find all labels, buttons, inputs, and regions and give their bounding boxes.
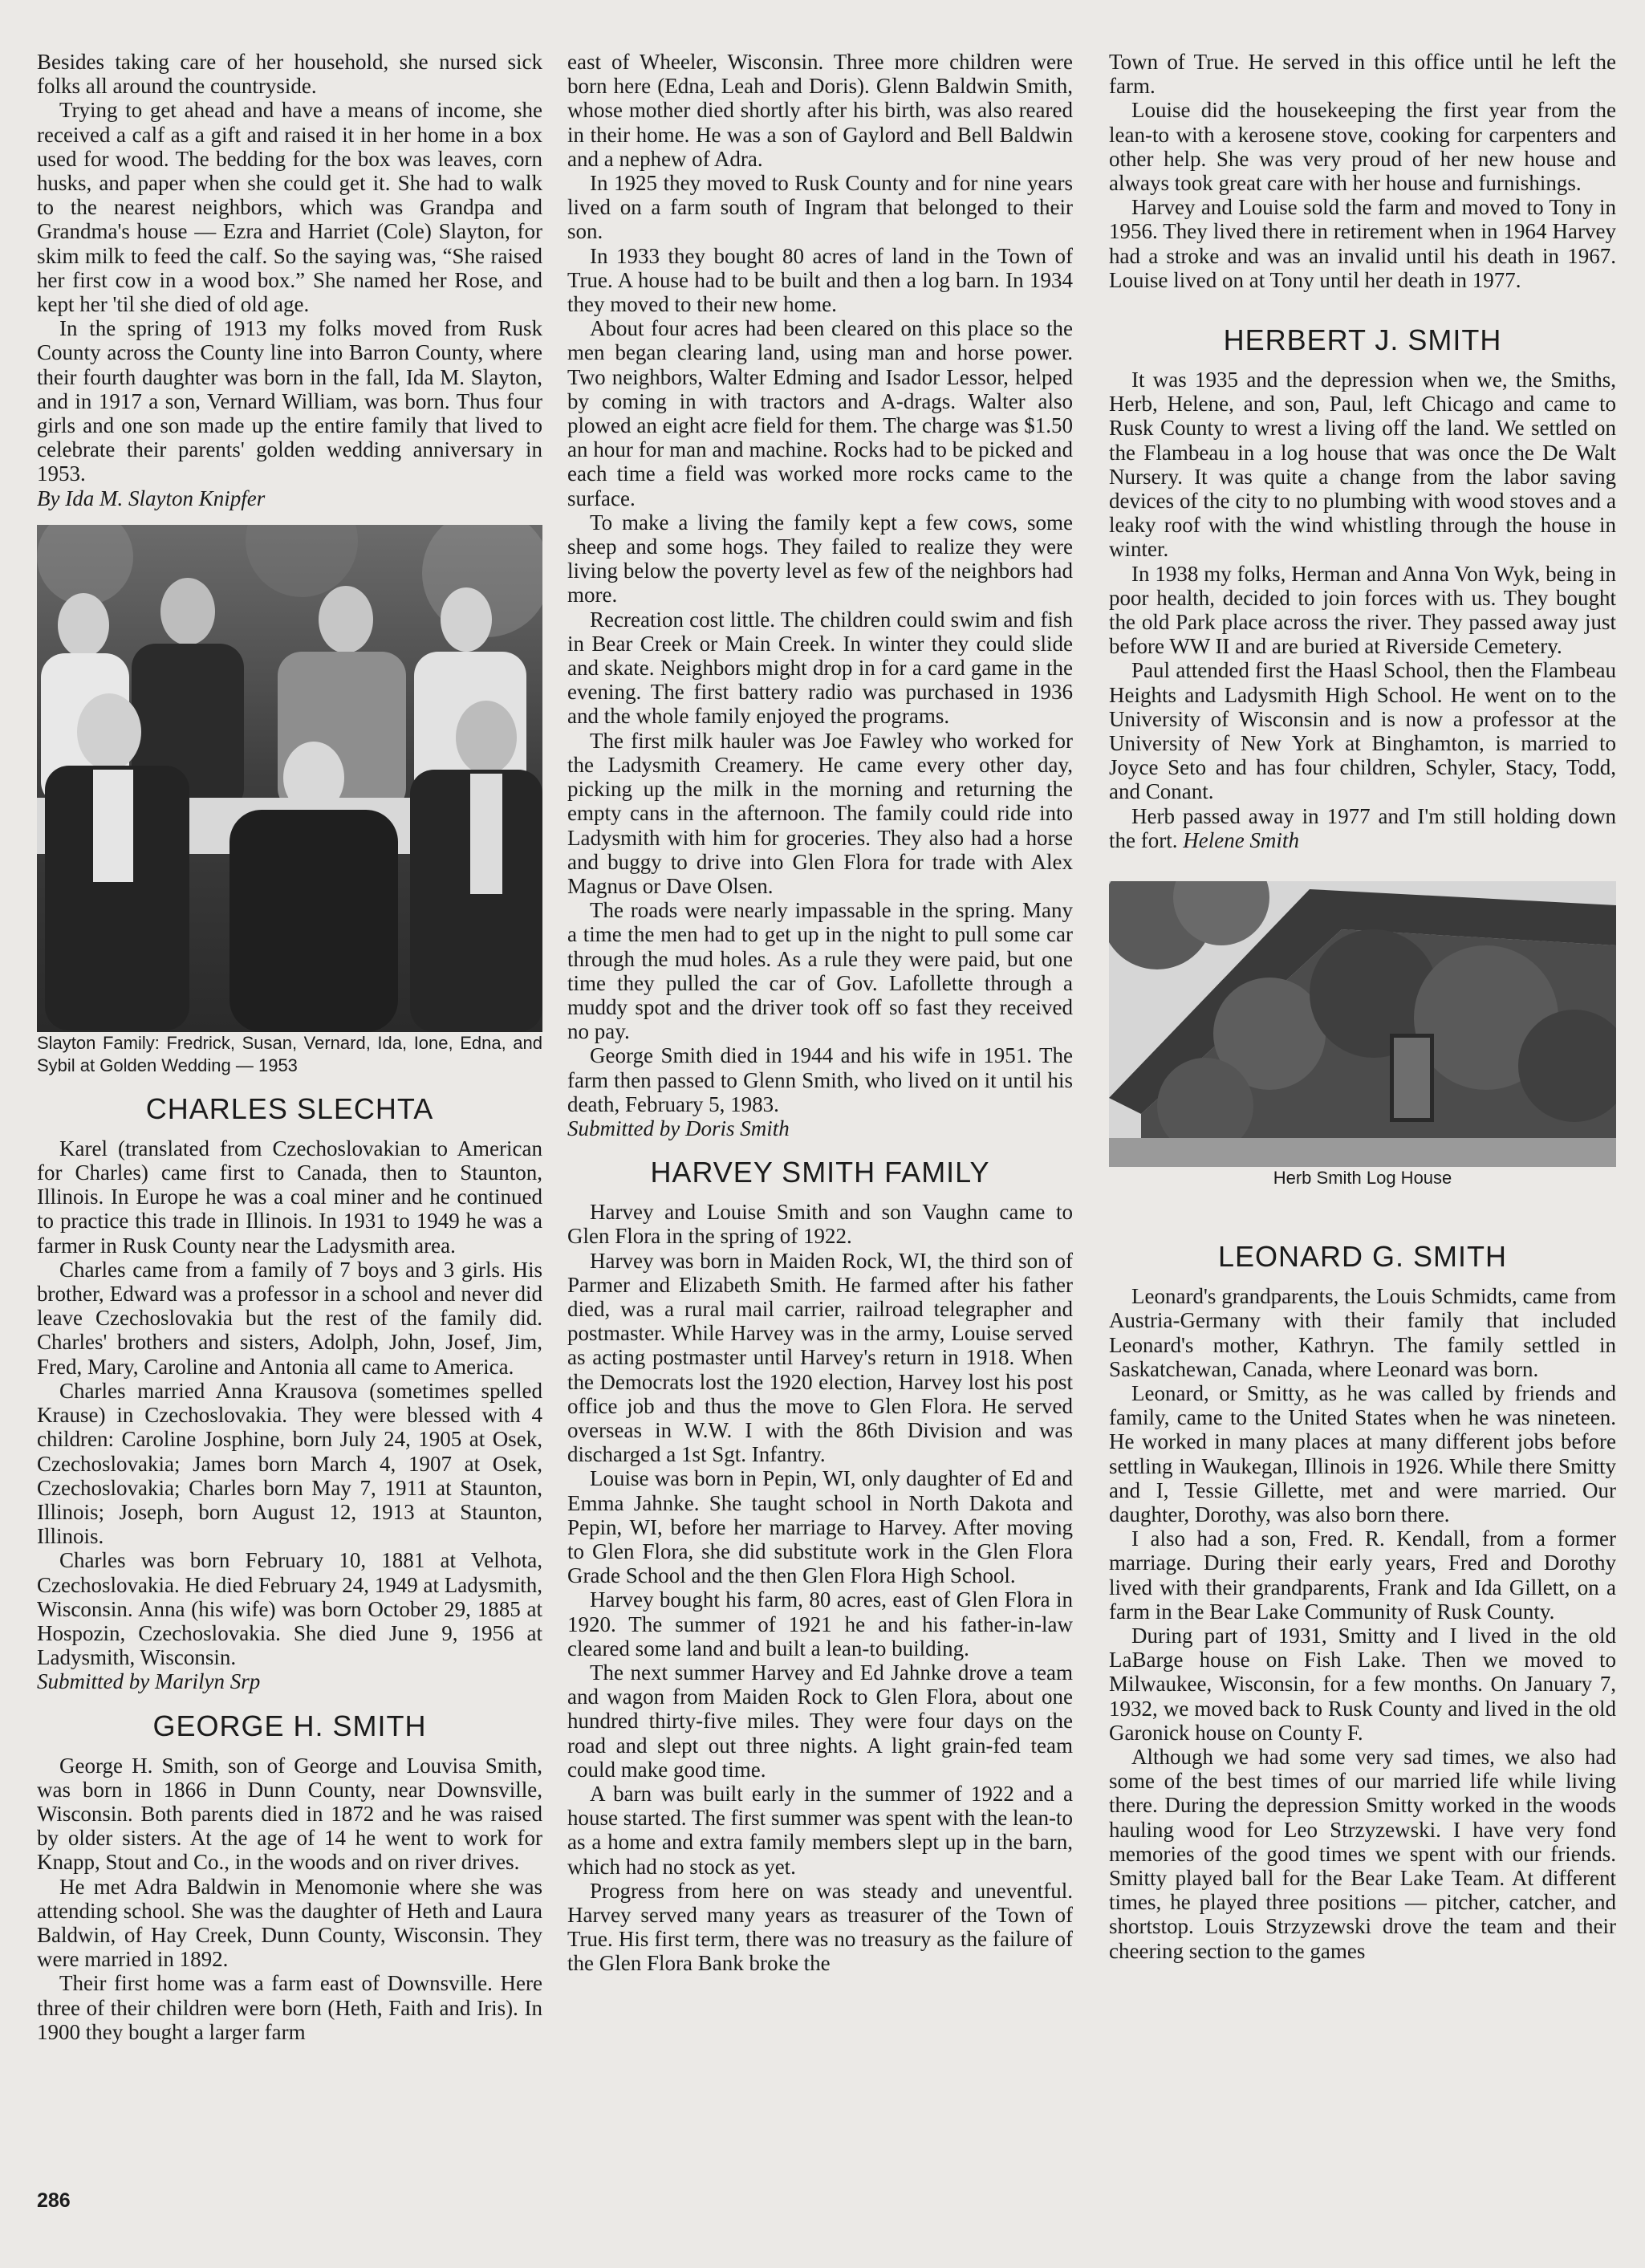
paragraph <box>1109 804 1616 852</box>
paragraph: In 1933 they bought 80 acres of land in the Town of True. A house had to be built and then a log barn. In 1934 they moved to their new home. <box>567 243 1073 317</box>
paragraph: Recreation cost little. The children could swim and fish in Bear Creek or Main Creek. In winter they could slide and skate. Neighbors might drop in for a card game in the evening. The first battery radio was purchased in 1936 and the whole family enjoyed the programs. <box>567 607 1073 729</box>
paragraph: It was 1935 and the depression when we, the Smiths, Herb, Helene, and son, Paul, left Chicago and came to Rusk County to wrest a living off the land. We settled on the Flambeau in a log house that was once the De Walt Nursery. It was quite a change from the labor saving devices of the city to no plumbing with wood stoves and a leaky roof with the wind whistling through the house in winter. <box>1109 368 1616 562</box>
paragraph: Leonard's grandparents, the Louis Schmidts, came from Austria-Germany with their family that included Leonard's mother, Kathryn. The family settled in Saskatchewan, Canada, where Leonard was born. <box>1109 1284 1616 1381</box>
paragraph: In the spring of 1913 my folks moved from Rusk County across the County line into Barron County, where their fourth daughter was born in the fall, Ida M. Slayton, and in 1917 a son, Vernard William, was born. Thus four girls and one son made up the entire family that lived to celebrate their parents' golden wedding anniversary in 1953. <box>37 316 542 486</box>
paragraph: To make a living the family kept a few cows, some sheep and some hogs. They failed to realize they were living below the poverty level as few of the neighbors had more. <box>567 510 1073 608</box>
paragraph-text: Herb passed away in 1977 and I'm still holding down the fort. <box>1109 803 1616 852</box>
section-heading: HERBERT J. SMITH <box>1223 323 1502 357</box>
paragraph: The first milk hauler was Joe Fawley who worked for the Ladysmith Creamery. He came every other day, picking up the milk in the morning and returning the empty cans in the afternoon. The family could ride into Ladysmith with him for groceries. They also had a horse and buggy to drive into Glen Flora for trade with Alex Magnus or Dave Olsen. <box>567 728 1073 898</box>
paragraph: Charles was born February 10, 1881 at Velhota, Czechoslovakia. He died February 24, 1949 at Ladysmith, Wisconsin. Anna (his wife) was born October 29, 1885 at Hospozin, Czechoslovakia. She died June 9, 1956 at Ladysmith, Wisconsin. <box>37 1548 542 1670</box>
paragraph: Karel (translated from Czechoslovakian to American for Charles) came first to Canada, then to Staunton, Illinois. In Europe he was a coal miner and he continued to practice this trade in Illinois. In 1931 to 1949 he was a farmer in Rusk County near the Ladysmith area. <box>37 1136 542 1258</box>
paragraph: He met Adra Baldwin in Menomonie where she was attending school. She was the daughter of Heth and Laura Baldwin, of Hay Creek, Dunn County, Wisconsin. They were married in 1892. <box>37 1874 542 1972</box>
section-heading: CHARLES SLECHTA <box>145 1091 434 1125</box>
column-middle <box>567 50 1073 2217</box>
paragraph: A barn was built early in the summer of 1922 and a house started. The first summer was spent with the lean-to as a home and extra family members slept up in the barn, which had no stock as yet. <box>567 1782 1073 1879</box>
author-signature: Submitted by Marilyn Srp <box>37 1669 261 1694</box>
paragraph: Louise did the housekeeping the first year from the lean-to with a kerosene stove, cooking for carpenters and other help. She was very proud of her new house and always took great care with her house and furnishings. <box>1109 98 1616 196</box>
paragraph: Harvey bought his farm, 80 acres, east of Glen Flora in 1920. The summer of 1921 he and his father-in-law cleared some land and built a lean-to building. <box>567 1587 1073 1660</box>
paragraph: About four acres had been cleared on this place so the men began clearing land, using man and horse power. Two neighbors, Walter Edming and Isador Lessor, helped by coming in with tractors and A-drags. Walter also plowed an eight acre field for them. The charge was $1.50 an hour for man and machine. Rocks had to be picked and each time a field was worked more rocks came to the surface. <box>567 316 1073 510</box>
author-signature: By Ida M. Slayton Knipfer <box>37 486 266 510</box>
section-heading: GEORGE H. SMITH <box>152 1709 427 1742</box>
paragraph: During part of 1931, Smitty and I lived in the old LaBarge house on Fish Lake. Then we moved to Milwaukee, Wisconsin, for a few months. On January 7, 1932, we moved back to Rusk County and lived in the old Garonick house on County F. <box>1109 1623 1616 1745</box>
paragraph: In 1938 my folks, Herman and Anna Von Wyk, being in poor health, decided to join forces with us. They bought the old Park place across the river. They passed away just before WW II and are buried at Riverside Cemetery. <box>1109 561 1616 659</box>
column-right <box>1109 50 1616 2217</box>
photo-caption: Herb Smith Log House <box>1273 1168 1452 1189</box>
paragraph: east of Wheeler, Wisconsin. Three more children were born here (Edna, Leah and Doris). Glenn Baldwin Smith, whose mother died shortly after his birth, was also reared in their home. He was a son of Gaylord and Bell Baldwin and a nephew of Adra. <box>567 50 1073 171</box>
photo-caption: Slayton Family: Fredrick, Susan, Vernard, Ida, Ione, Edna, and Sybil at Golden Wedding — 1953 <box>37 1032 542 1075</box>
author-signature: Helene Smith <box>1183 827 1299 852</box>
paragraph: Charles came from a family of 7 boys and 3 girls. His brother, Edward was a professor in a school and never did leave Czechoslovakia but the rest of the family did. Charles' brothers and sisters, Adolph, John, Josef, Jim, Fred, Mary, Caroline and Antonia all came to America. <box>37 1257 542 1379</box>
page-number: 286 <box>37 2189 71 2212</box>
paragraph: Harvey was born in Maiden Rock, WI, the third son of Parmer and Elizabeth Smith. He farmed after his father died, was a rural mail carrier, railroad telegrapher and postmaster. While Harvey was in the army, Louise served as acting postmaster until Harvey's return in 1918. When the Democrats lost the 1920 election, Harvey lost his post office job and thus the move to Glen Flora. He served overseas in W.W. I with the 86th Division and was discharged a 1st Sgt. Infantry. <box>567 1248 1073 1467</box>
paragraph: Although we had some very sad times, we also had some of the best times of our married life while living there. During the depression Smitty worked in the woods hauling wood for Leo Strzyzewski. I have very fond memories of the good times we spent with our friends. Smitty played ball for the Bear Lake Team. At different times, he played three positions — pitcher, catcher, and shortstop. Louis Strzyzewski drove the team and their cheering section to the games <box>1109 1744 1616 1963</box>
paragraph: In 1925 they moved to Rusk County and for nine years lived on a farm south of Ingram that belonged to their son. <box>567 171 1073 244</box>
section-heading: LEONARD G. SMITH <box>1217 1240 1508 1274</box>
author-signature: Submitted by Doris Smith <box>567 1116 790 1140</box>
paragraph: Charles married Anna Krausova (sometimes spelled Krause) in Czechoslovakia. They were blessed with 4 children: Caroline Josphine, born July 24, 1905 at Osek, Czechoslovakia; James born March 4, 1907 at Osek, Czechoslovakia; Charles born May 7, 1911 at Staunton, Illinois; Joseph, born August 12, 1913 at Staunton, Illinois. <box>37 1378 542 1549</box>
log-house-photo-image <box>1109 881 1616 1167</box>
slayton-family-photo <box>37 525 542 1032</box>
paragraph: I also had a son, Fred. R. Kendall, from a former marriage. During their early years, Fred and Dorothy lived with their grandparents, Frank and Ida Gillett, on a farm in the Bear Lake Community of Rusk County. <box>1109 1526 1616 1624</box>
column-left <box>37 50 542 2217</box>
paragraph: George Smith died in 1944 and his wife in 1951. The farm then passed to Glenn Smith, who lived on it until his death, February 5, 1983. <box>567 1043 1073 1116</box>
paragraph: Leonard, or Smitty, as he was called by friends and family, came to the United States when he was nineteen. He worked in many places at many different jobs before settling in Waukegan, Illinois in 1926. While there Smitty and I, Tessie Gillette, met and were married. Our daughter, Dorothy, was also born there. <box>1109 1380 1616 1526</box>
section-heading: HARVEY SMITH FAMILY <box>650 1156 990 1189</box>
paragraph: Town of True. He served in this office until he left the farm. <box>1109 50 1616 99</box>
paragraph: Paul attended first the Haasl School, then the Flambeau Heights and Ladysmith High School. He went on to the University of Wisconsin and is now a professor at the University of New York at Binghamton, is married to Joyce Seto and has four children, Schyler, Stacy, Todd, and Conant. <box>1109 658 1616 804</box>
paragraph: The roads were nearly impassable in the spring. Many a time the men had to get up in the night to pull some car through the mud holes. As a rule they were paid, but one time they pulled the car of Gov. Lafollette through a muddy spot and the driver took off so fast they received no pay. <box>567 898 1073 1044</box>
paragraph: Their first home was a farm east of Downsville. Here three of their children were born (Heth, Faith and Iris). In 1900 they bought a larger farm <box>37 1971 542 2044</box>
paragraph: Progress from here on was steady and uneventful. Harvey served many years as treasurer of the Town of True. His first term, there was no treasury as the failure of the Glen Flora Bank broke the <box>567 1878 1073 1976</box>
paragraph: The next summer Harvey and Ed Jahnke drove a team and wagon from Maiden Rock to Glen Flora, about one hundred thirty-five miles. They were four days on the road and slept out three nights. A light grain-fed team could make good time. <box>567 1660 1073 1782</box>
slayton-family-photo-image <box>37 525 542 1032</box>
paragraph: Trying to get ahead and have a means of income, she received a calf as a gift and raised it in her home in a box used for wood. The bedding for the box was leaves, corn husks, and paper when she could get it. She had to walk to the nearest neighbors, which was Grandpa and Grandma's house — Ezra and Harriet (Cole) Slayton, for skim milk to feed the calf. So the saying was, “She raised her first cow in a wood box.” She named her Rose, and kept her 'til she died of old age. <box>37 98 542 317</box>
paragraph: Harvey and Louise Smith and son Vaughn came to Glen Flora in the spring of 1922. <box>567 1200 1073 1249</box>
paragraph: Besides taking care of her household, she nursed sick folks all around the countryside. <box>37 50 542 99</box>
log-house-photo <box>1109 881 1616 1167</box>
paragraph: Harvey and Louise sold the farm and moved to Tony in 1956. They lived there in retirement when in 1964 Harvey had a stroke and was an invalid until his death in 1967. Louise lived on at Tony until her death in 1977. <box>1109 195 1616 292</box>
paragraph: Louise was born in Pepin, WI, only daughter of Ed and Emma Jahnke. She taught school in North Dakota and Pepin, WI, before her marriage to Harvey. After moving to Glen Flora, she did substitute work in the Glen Flora Grade School and the then Glen Flora High School. <box>567 1466 1073 1588</box>
paragraph: George H. Smith, son of George and Louvisa Smith, was born in 1866 in Dunn County, near Downsville, Wisconsin. Both parents died in 1872 and he was raised by older sisters. At the age of 14 he went to work for Knapp, Stout and Co., in the woods and on river drives. <box>37 1753 542 1875</box>
